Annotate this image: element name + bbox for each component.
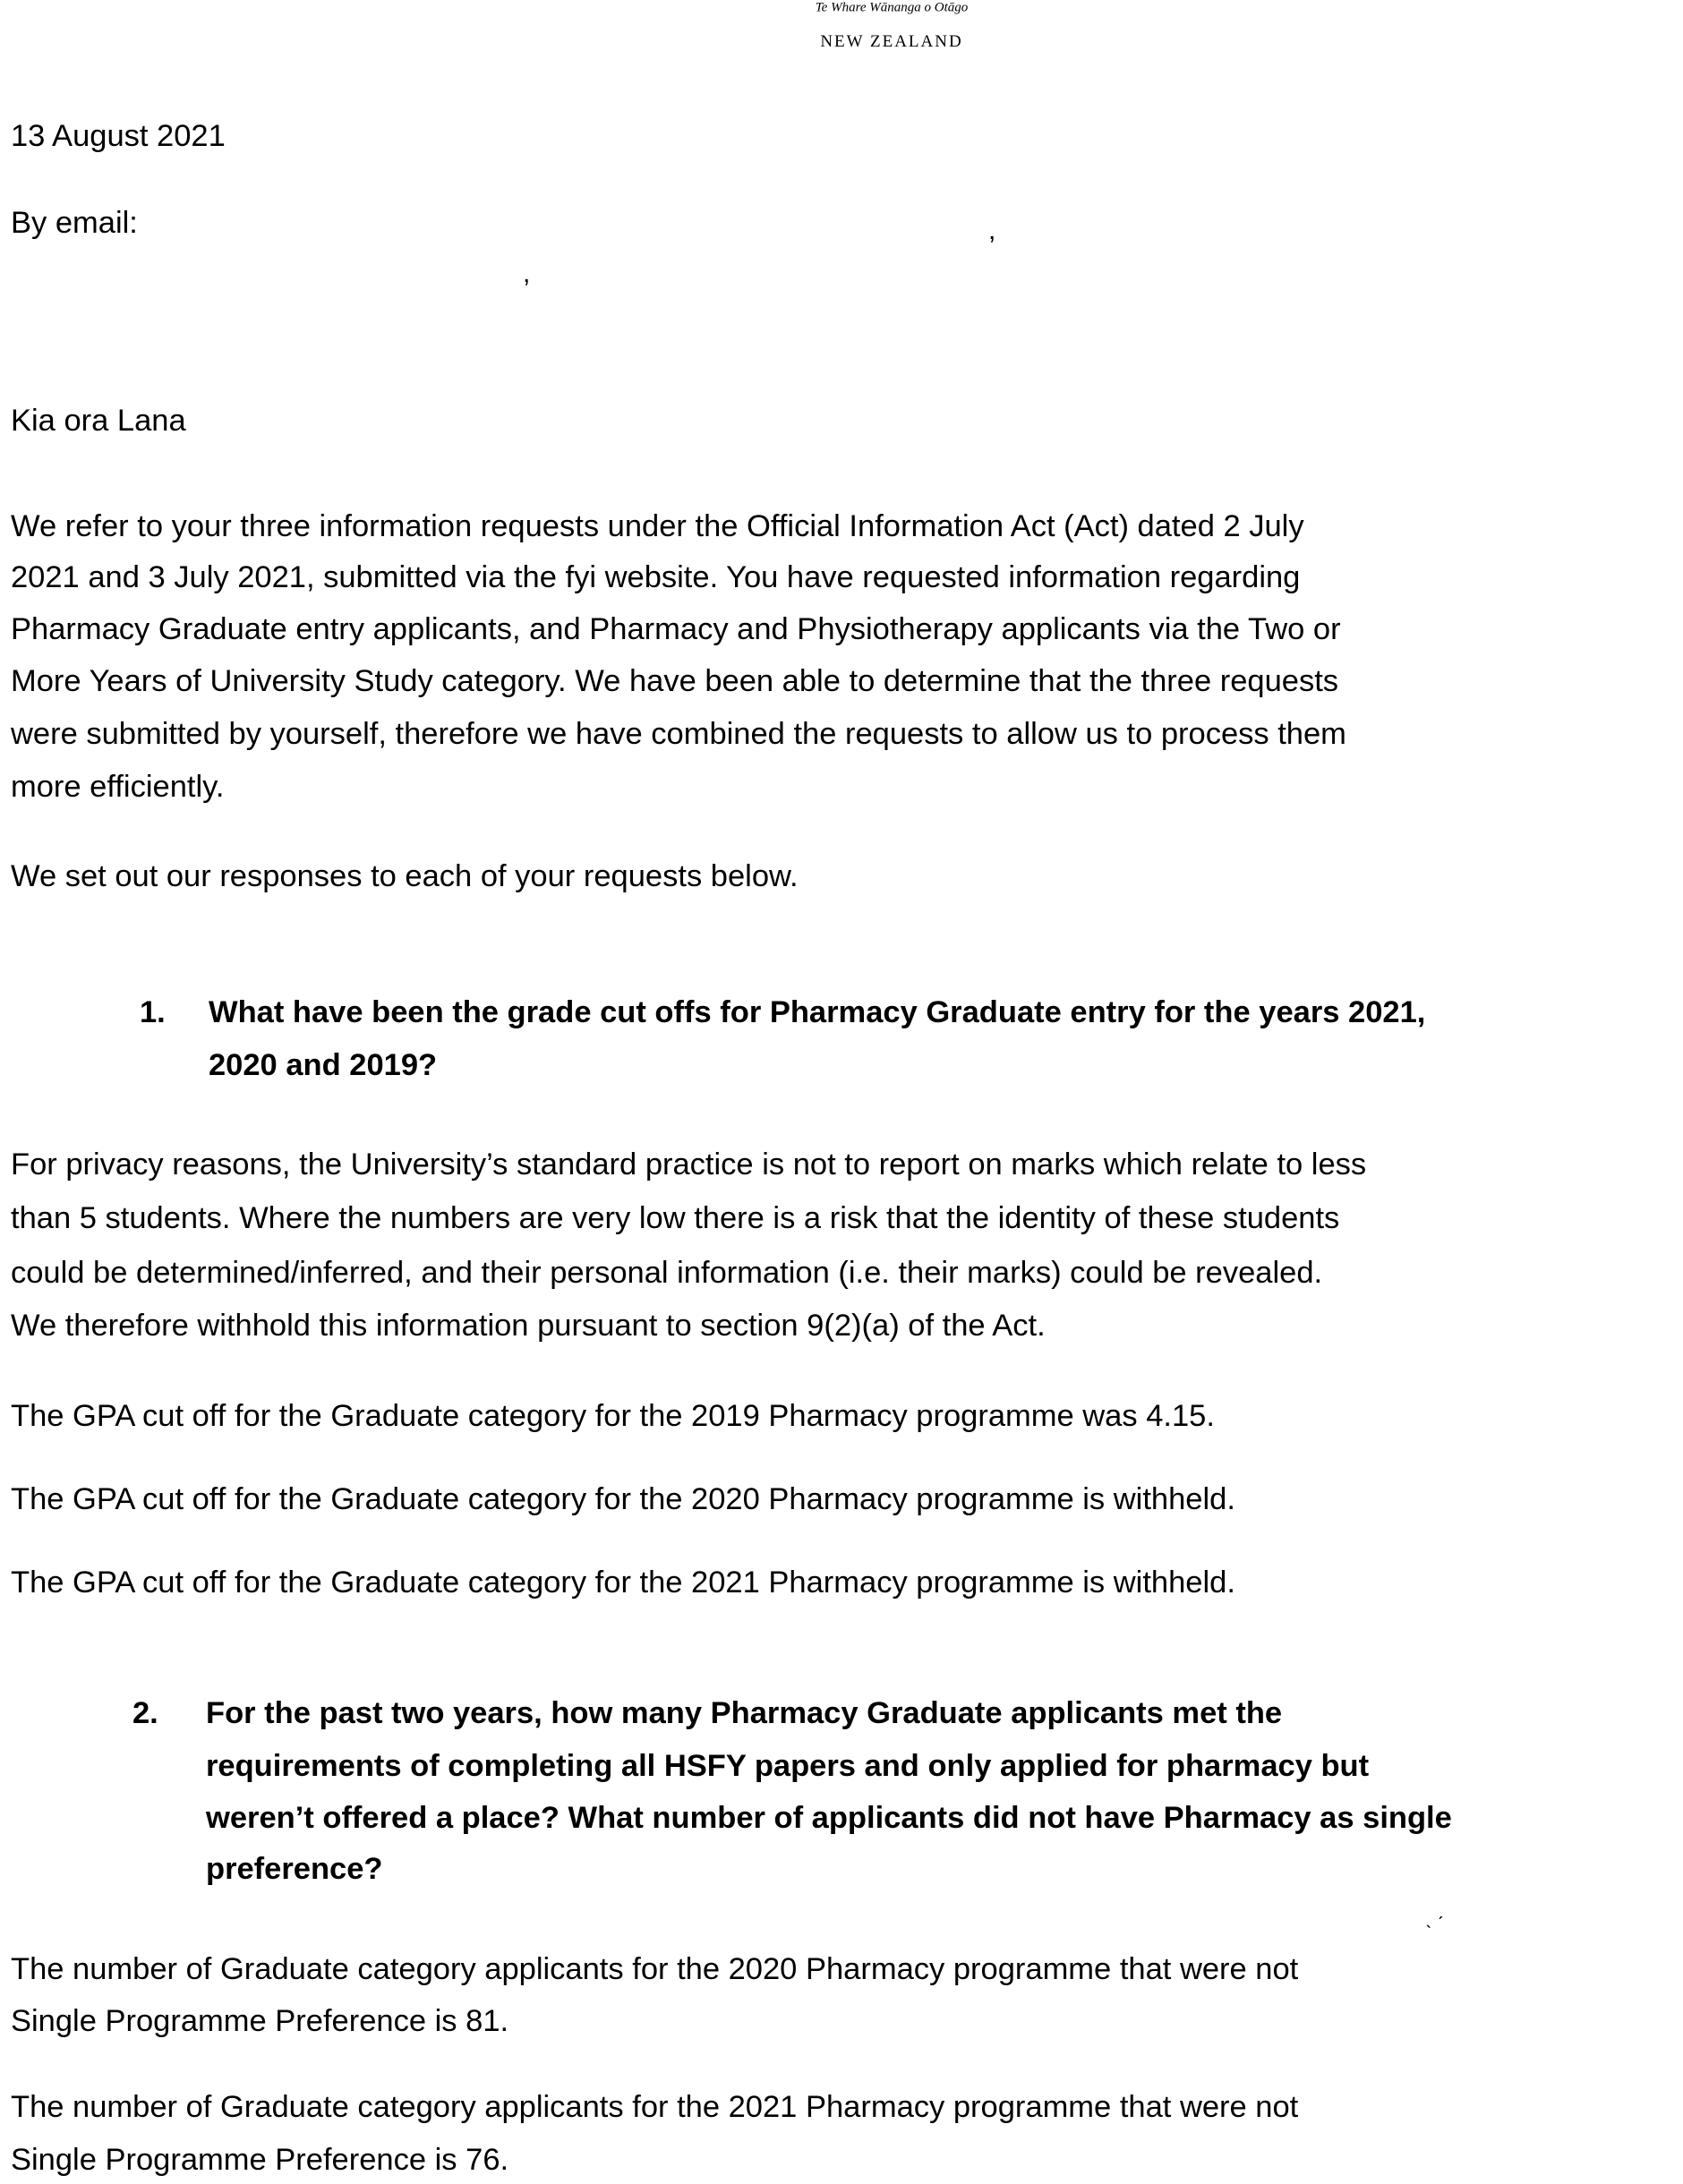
text-line: 2021 and 3 July 2021, submitted via the fyi website. You have requested information regarding	[11, 560, 1301, 594]
question-text: requirements of completing all HSFY papers and only applied for pharmacy but	[206, 1749, 1370, 1783]
letterhead-country: NEW ZEALAND	[820, 32, 963, 51]
text-line: more efficiently.	[11, 770, 225, 804]
question-text: What have been the grade cut offs for Pharmacy Graduate entry for the years 2021,	[209, 995, 1426, 1029]
text-line: than 5 students. Where the numbers are very low there is a risk that the identity of these students	[11, 1201, 1340, 1235]
question-text: 2020 and 2019?	[209, 1048, 438, 1082]
question-text: preference?	[206, 1852, 383, 1886]
stray-mark: ˴ ˊ	[1425, 1913, 1444, 1935]
by-email-label: By email:	[11, 206, 138, 240]
text-line: Pharmacy Graduate entry applicants, and Pharmacy and Physiotherapy applicants via the Two or	[11, 612, 1341, 646]
greeting: Kia ora Lana	[11, 404, 186, 438]
question-text: weren’t offered a place? What number of applicants did not have Pharmacy as single	[206, 1801, 1452, 1835]
text-line: The number of Graduate category applicants for the 2020 Pharmacy programme that were not	[11, 1952, 1299, 1986]
text-line: were submitted by yourself, therefore we have combined the requests to allow us to process them	[11, 717, 1346, 751]
text-line: The number of Graduate category applicants for the 2021 Pharmacy programme that were not	[11, 2090, 1299, 2124]
text-line: For privacy reasons, the University’s standard practice is not to report on marks which relate to less	[11, 1147, 1367, 1182]
set-out-paragraph: We set out our responses to each of your requests below.	[11, 859, 799, 893]
question-number: 2.	[132, 1696, 158, 1730]
text-line: could be determined/inferred, and their personal information (i.e. their marks) could be revealed.	[11, 1256, 1323, 1290]
gpa-2021: The GPA cut off for the Graduate category for the 2021 Pharmacy programme is withheld.	[11, 1565, 1235, 1600]
text-line: More Years of University Study category. We have been able to determine that the three requests	[11, 664, 1339, 698]
text-line: We refer to your three information requests under the Official Information Act (Act) dated 2 July	[11, 509, 1304, 543]
question-number: 1.	[140, 995, 166, 1029]
text-line: Single Programme Preference is 81.	[11, 2004, 509, 2038]
letterhead-maori-name: Te Whare Wānanga o Otāgo	[815, 0, 969, 15]
text-line: Single Programme Preference is 76.	[11, 2143, 509, 2177]
redacted-email-comma: ,	[988, 216, 996, 245]
gpa-2020: The GPA cut off for the Graduate category for the 2020 Pharmacy programme is withheld.	[11, 1482, 1235, 1516]
text-line: We therefore withhold this information pursuant to section 9(2)(a) of the Act.	[11, 1309, 1046, 1343]
redacted-email-comma: ,	[523, 259, 531, 288]
gpa-2019: The GPA cut off for the Graduate category for the 2019 Pharmacy programme was 4.15.	[11, 1399, 1215, 1433]
question-text: For the past two years, how many Pharmacy Graduate applicants met the	[206, 1696, 1283, 1730]
letter-date: 13 August 2021	[11, 119, 226, 153]
